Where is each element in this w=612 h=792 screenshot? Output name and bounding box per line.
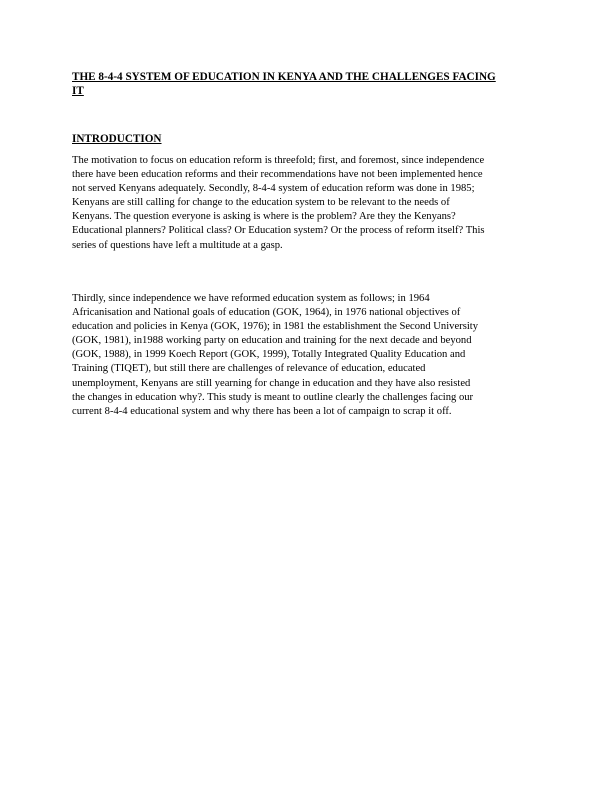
paragraph-line: Educational planners? Political class? Or Education system? Or the process of reform itself? This — [72, 225, 485, 237]
paragraph-line: Kenyans are still calling for change to the education system to be relevant to the needs of — [72, 197, 450, 209]
paragraph-line: there have been education reforms and their recommendations have not been implemented hence — [72, 169, 483, 181]
paragraph-line: The motivation to focus on education reform is threefold; first, and foremost, since independence — [72, 155, 485, 166]
paragraph-line: (GOK, 1988), in 1999 Koech Report (GOK, 1999), Totally Integrated Quality Education and — [72, 349, 466, 361]
paragraph-line: series of questions have left a multitude at a gasp. — [72, 239, 283, 251]
paragraph-reform-history — [72, 292, 544, 419]
paragraph-line: education and policies in Kenya (GOK, 1976); in 1981 the establishment the Second University — [72, 321, 479, 333]
paragraph-line: the changes in education why?. This study is meant to outline clearly the challenges facing our — [72, 391, 474, 403]
paragraph-line: current 8-4-4 educational system and why there has been a lot of campaign to scrap it off. — [72, 405, 452, 417]
title-line: THE 8-4-4 SYSTEM OF EDUCATION IN KENYA AND THE CHALLENGES FACING — [72, 71, 496, 83]
paragraph-line: unemployment, Kenyans are still yearning for change in education and they have also resisted — [72, 377, 471, 389]
paragraph-line: Kenyans. The question everyone is asking is where is the problem? Are they the Kenyans? — [72, 211, 456, 223]
paragraph-line: Training (TIQET), but still there are challenges of relevance of education, educated — [72, 363, 426, 375]
paragraph-line: (GOK, 1981), in1988 working party on education and training for the next decade and beyond — [72, 335, 472, 347]
paragraph-line: not served Kenyans adequately. Secondly, 8-4-4 system of education reform was done in 1985; — [72, 183, 475, 195]
paragraph-line: Thirdly, since independence we have reformed education system as follows; in 1964 — [72, 293, 430, 304]
document-title — [72, 71, 540, 98]
paragraph-motivation — [72, 154, 544, 253]
section-heading-introduction: INTRODUCTION — [72, 133, 162, 145]
paragraph-line: Africanisation and National goals of education (GOK, 1964), in 1976 national objectives of — [72, 307, 461, 319]
title-line: IT — [72, 84, 84, 97]
